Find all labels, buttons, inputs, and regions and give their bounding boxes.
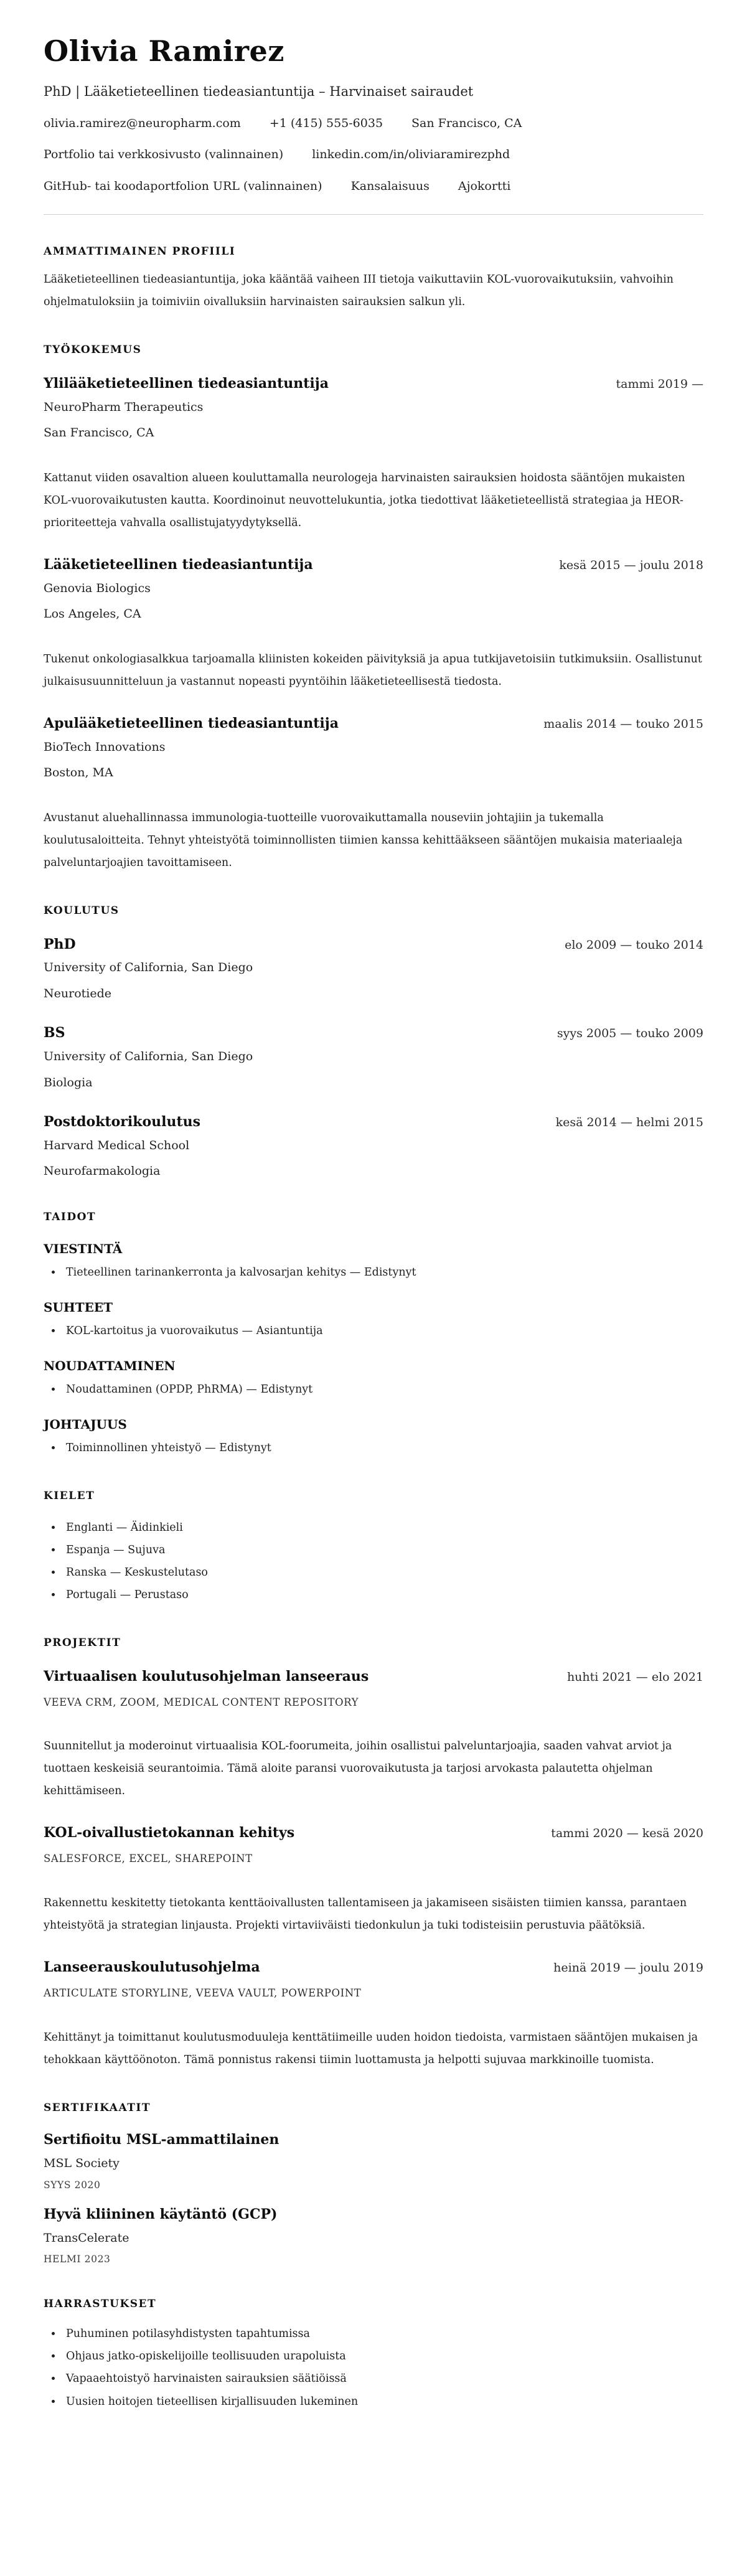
citizenship-text: Kansalaisuus [350, 179, 430, 193]
job-entry [44, 374, 703, 534]
education-head [44, 1112, 703, 1132]
certification-date: SYYS 2020 [44, 2179, 101, 2191]
job-location: Los Angeles, CA [44, 607, 141, 621]
job-entry [44, 714, 703, 874]
project-title: Lanseerauskoulutusohjelma [44, 1959, 260, 1976]
portfolio-text: Portfolio tai verkkosivusto (valinnainen) [44, 148, 284, 162]
project-entry [44, 1667, 703, 1803]
project-description: Suunnitellut ja moderoinut virtuaalisia KOL-foorumeita, joihin osallistui palveluntarjoajia, saaden vahvat arviot ja tuottaen keskeisiä seurantoimia. Tämä aloite paransi vuorovaikutusta ja tarjosi arvokasta palautetta ohjelman kehittämiseen. [44, 1740, 672, 1798]
job-location: Boston, MA [44, 766, 113, 780]
degree-title: BS [44, 1025, 65, 1041]
job-title: Ylilääketieteellinen tiedeasiantuntija [44, 375, 329, 392]
section-certifications [44, 2101, 703, 2267]
section-experience [44, 343, 703, 874]
profile-text: Lääketieteellinen tiedeasiantuntija, joka kääntää vaiheen III tietoja vaikuttaviin KOL-vuorovaikutuksiin, vahvoihin ohjelmatuloksiin ja toimiviin oivalluksiin harvinaisten sairauksien salkun yli. [44, 273, 674, 309]
school-name: University of California, San Diego [44, 961, 253, 975]
education-head [44, 1023, 703, 1043]
project-title: KOL-oivallustietokannan kehitys [44, 1825, 295, 1841]
project-description: Rakennettu keskitetty tietokanta kenttäoivallusten tallentamiseen ja jakamiseen sisäisten tiimien kanssa, parantaen yhteistyötä ja strategian linjausta. Projekti virtaviiväisti tiedonkulun ja tuki todisteisiin perustuvia päätöksiä. [44, 1896, 687, 1932]
job-company: NeuroPharm Therapeutics [44, 400, 204, 414]
skill-item: • Toiminnollinen yhteistyö — Edistynyt [62, 1437, 703, 1459]
job-title: Lääketieteellinen tiedeasiantuntija [44, 556, 313, 573]
skill-group [44, 1357, 703, 1401]
language-item: • Espanja — Sujuva [62, 1539, 703, 1561]
linkedin-text: linkedin.com/in/oliviaramirezphd [312, 148, 510, 162]
project-head [44, 1823, 703, 1843]
github-text: GitHub- tai koodaportfolion URL (valinnainen) [44, 179, 322, 193]
skill-item: • Tieteellinen tarinankerronta ja kalvosarjan kehitys — Edistynyt [62, 1261, 703, 1284]
skill-list [44, 1437, 703, 1459]
job-description: Kattanut viiden osavaltion alueen kouluttamalla neurologeja harvinaisten sairauksien hoidosta sääntöjen mukaisten KOL-vuorovaikutusten kautta. Koordinoinut neuvottelukuntia, jotka tiedottivat lääketieteellistä strategiaa ja HEOR-prioriteetteja vahvalla osallistujatyydytyksellä. [44, 471, 685, 529]
project-stack: SALESFORCE, EXCEL, SHAREPOINT [44, 1853, 253, 1865]
language-item: • Englanti — Äidinkieli [62, 1516, 703, 1539]
language-item: • Portugali — Perustaso [62, 1584, 703, 1606]
email-text: olivia.ramirez@neuropharm.com [44, 116, 241, 130]
certification-title: Hyvä kliininen käytäntö (GCP) [44, 2206, 278, 2223]
header [44, 34, 703, 195]
person-name: Olivia Ramirez [44, 34, 284, 68]
job-description: Avustanut aluehallinnassa immunologia-tuotteille vuorovaikuttamalla nouseviin johtajiin ja tukemalla koulutusaloitteita. Tehnyt yhteistyötä toiminnollisten tiimien kanssa kehittääkseen sääntöjen mukaisia materiaaleja palveluntarjoajien tavoittamiseen. [44, 811, 683, 869]
skill-category: VIESTINTÄ [44, 1241, 123, 1256]
job-title: Apulääketieteellinen tiedeasiantuntija [44, 715, 339, 731]
job-head [44, 714, 703, 733]
education-dates: kesä 2014 — helmi 2015 [555, 1116, 703, 1130]
certification-title: Sertifioitu MSL-ammattilainen [44, 2132, 280, 2148]
hobby-item: • Puhuminen potilasyhdistysten tapahtumissa [62, 2323, 703, 2345]
skills-heading: TAIDOT [44, 1210, 96, 1223]
project-dates: heinä 2019 — joulu 2019 [553, 1961, 703, 1975]
degree-title: Postdoktorikoulutus [44, 1114, 201, 1131]
section-profile [44, 245, 703, 313]
skill-list [44, 1378, 703, 1401]
project-stack: ARTICULATE STORYLINE, VEEVA VAULT, POWERPOINT [44, 1986, 362, 1999]
hobby-list [44, 2323, 703, 2412]
project-head [44, 1667, 703, 1686]
languages-heading: KIELET [44, 1489, 95, 1502]
headline: PhD | Lääketieteellinen tiedeasiantuntija – Harvinaiset sairaudet [44, 83, 474, 99]
hobby-item: • Vapaaehtoistyö harvinaisten sairauksien säätiöissä [62, 2367, 703, 2390]
education-entry [44, 1023, 703, 1091]
hobbies-heading: HARRASTUKSET [44, 2297, 157, 2310]
contact-row-2 [44, 146, 703, 164]
skill-group [44, 1299, 703, 1342]
language-item: • Ranska — Keskustelutaso [62, 1561, 703, 1584]
education-dates: syys 2005 — touko 2009 [557, 1027, 703, 1041]
project-entry [44, 1823, 703, 1937]
project-stack: VEEVA CRM, ZOOM, MEDICAL CONTENT REPOSITORY [44, 1696, 359, 1708]
job-location: San Francisco, CA [44, 426, 154, 440]
field-of-study: Biologia [44, 1075, 93, 1089]
job-entry [44, 555, 703, 693]
field-of-study: Neurofarmakologia [44, 1164, 161, 1178]
skill-item: • Noudattaminen (OPDP, PhRMA) — Edistynyt [62, 1378, 703, 1401]
project-dates: tammi 2020 — kesä 2020 [551, 1826, 703, 1841]
job-company: BioTech Innovations [44, 740, 166, 754]
section-projects [44, 1636, 703, 2071]
skill-category: JOHTAJUUS [44, 1416, 127, 1432]
job-dates: tammi 2019 — [616, 377, 703, 391]
education-entry [44, 935, 703, 1003]
job-head [44, 374, 703, 393]
skill-category: NOUDATTAMINEN [44, 1358, 176, 1373]
project-head [44, 1958, 703, 1977]
job-company: Genovia Biologics [44, 581, 151, 595]
hobby-item: • Uusien hoitojen tieteellisen kirjallisuuden lukeminen [62, 2390, 703, 2413]
project-dates: huhti 2021 — elo 2021 [566, 1670, 703, 1684]
section-education [44, 904, 703, 1180]
skill-list [44, 1320, 703, 1342]
education-head [44, 935, 703, 954]
skill-item: • KOL-kartoitus ja vuorovaikutus — Asiantuntija [62, 1320, 703, 1342]
experience-heading: TYÖKOKEMUS [44, 344, 142, 357]
section-hobbies [44, 2297, 703, 2413]
field-of-study: Neurotiede [44, 986, 111, 1000]
profile-heading: AMMATTIMAINEN PROFIILI [44, 245, 236, 258]
project-title: Virtuaalisen koulutusohjelman lanseeraus [44, 1668, 369, 1685]
certification-issuer: MSL Society [44, 2156, 120, 2171]
job-head [44, 555, 703, 575]
school-name: Harvard Medical School [44, 1138, 190, 1152]
hobby-item: • Ohjaus jatko-opiskelijoille teollisuuden urapoluista [62, 2345, 703, 2367]
skill-group [44, 1416, 703, 1459]
certification-issuer: TransCelerate [44, 2230, 129, 2245]
job-dates: maalis 2014 — touko 2015 [543, 717, 703, 731]
school-name: University of California, San Diego [44, 1050, 253, 1064]
education-dates: elo 2009 — touko 2014 [565, 938, 703, 952]
certification-entry [44, 2130, 703, 2193]
project-description: Kehittänyt ja toimittanut koulutusmoduuleja kenttätiimeille uuden hoidon tiedoista, varmistaen sääntöjen mukaisen ja tehokkaan käyttöönoton. Tämä ponnistus rakensi tiimin luottamusta ja helpotti sujuvaa markkinoille tuomista. [44, 2031, 698, 2066]
header-divider [44, 214, 703, 215]
education-entry [44, 1112, 703, 1180]
certification-date: HELMI 2023 [44, 2254, 111, 2265]
section-skills [44, 1210, 703, 1459]
certifications-heading: SERTIFIKAATIT [44, 2101, 151, 2114]
section-languages [44, 1489, 703, 1606]
skill-list [44, 1261, 703, 1284]
skill-group [44, 1240, 703, 1284]
location-text: San Francisco, CA [411, 116, 522, 130]
degree-title: PhD [44, 936, 76, 952]
language-list [44, 1516, 703, 1606]
project-entry [44, 1958, 703, 2071]
certification-entry [44, 2205, 703, 2267]
drivers-license-text: Ajokortti [458, 179, 511, 193]
contact-row-1 [44, 115, 703, 133]
contact-row-3 [44, 177, 703, 195]
education-heading: KOULUTUS [44, 904, 120, 917]
phone-text: +1 (415) 555-6035 [269, 116, 383, 130]
projects-heading: PROJEKTIT [44, 1636, 121, 1649]
skill-category: SUHTEET [44, 1299, 113, 1315]
job-description: Tukenut onkologiasalkkua tarjoamalla kliinisten kokeiden päivityksiä ja apua tutkijavetoisiin tutkimuksiin. Osallistunut julkaisusuunnitteluun ja vastannut nopeasti pyyntöihin lääketieteellisestä tiedosta. [44, 652, 702, 688]
job-dates: kesä 2015 — joulu 2018 [559, 558, 703, 572]
